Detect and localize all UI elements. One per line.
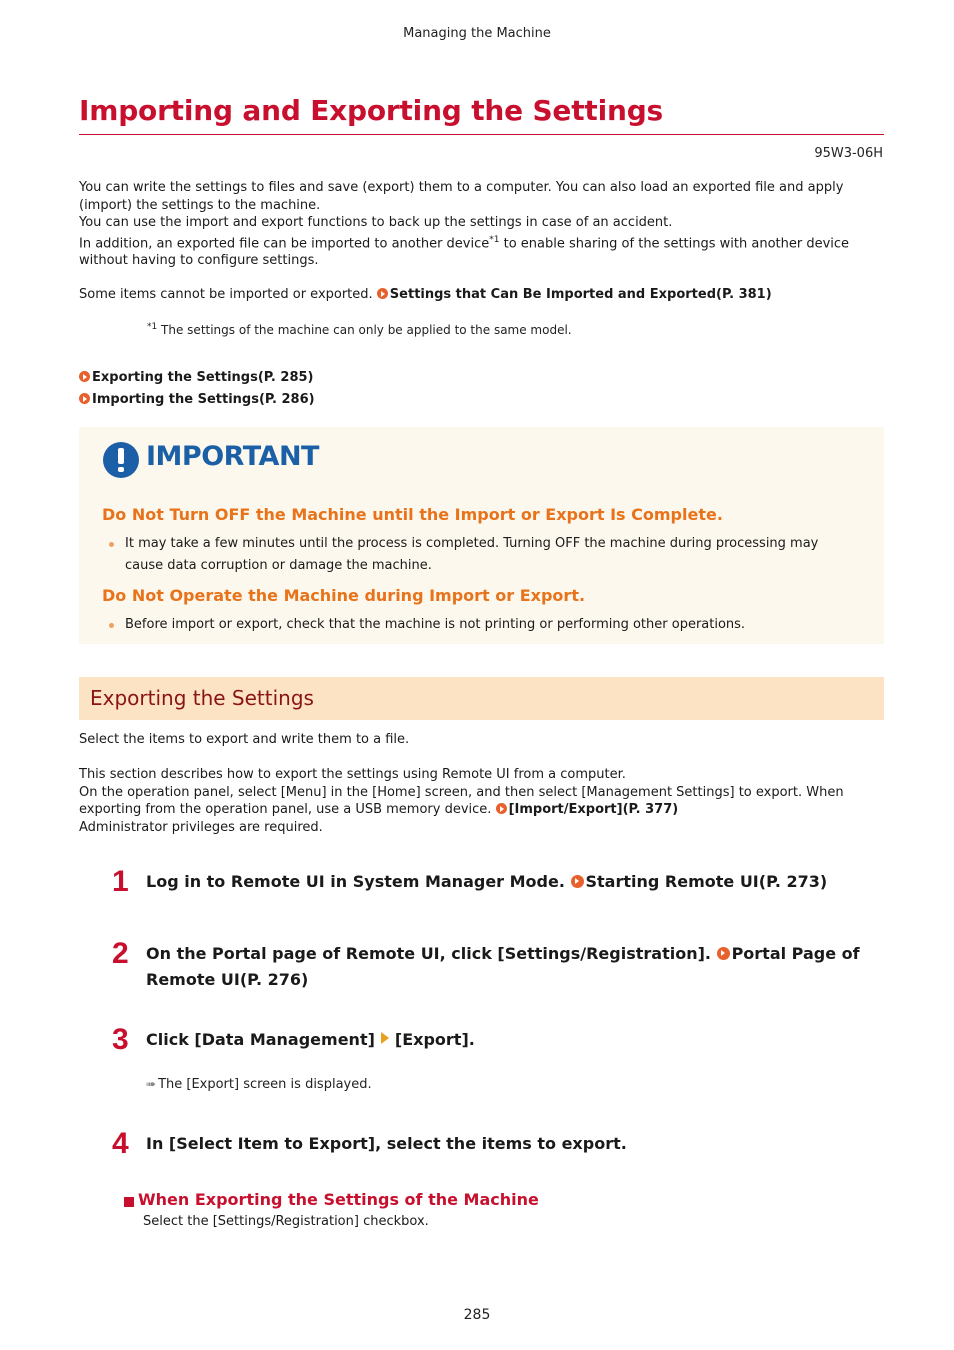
- section-title: Exporting the Settings: [90, 686, 314, 710]
- step-line: [146, 941, 860, 967]
- step-text: [Export].: [394, 1030, 475, 1049]
- description-line: [79, 801, 889, 819]
- intro-line: You can use the import and export functions to back up the settings in case of an accident.: [79, 215, 673, 230]
- note-text: Some items cannot be imported or exported.: [79, 287, 377, 302]
- step-result: [146, 1077, 372, 1092]
- intro-text: to enable sharing of the settings with another device: [499, 235, 850, 251]
- intro-line: (import) the settings to the machine.: [79, 197, 321, 213]
- link-arrow-icon: [496, 803, 507, 814]
- intro-text: In addition, an exported file can be imported to another device: [79, 235, 490, 251]
- step-number: 3: [112, 1023, 129, 1056]
- bullet-icon: [109, 542, 114, 547]
- square-bullet-icon: [124, 1197, 134, 1207]
- title-divider: [79, 134, 884, 135]
- bullet-line: It may take a few minutes until the process is completed. Turning OFF the machine during processing may: [125, 536, 819, 551]
- step-instruction: In [Select Item to Export], select the items to export.: [146, 1134, 627, 1153]
- description-text: exporting from the operation panel, use a USB memory device.: [79, 802, 496, 817]
- link-arrow-icon: [79, 371, 90, 382]
- section-intro: Select the items to export and write them to a file.: [79, 732, 410, 747]
- intro-line: [79, 232, 889, 253]
- link-importable-settings[interactable]: Settings that Can Be Imported and Exported(P. 381): [389, 287, 772, 302]
- description-line: This section describes how to export the settings using Remote UI from a computer.: [79, 767, 626, 782]
- step-number: 2: [112, 937, 129, 970]
- warning-bullet: Before import or export, check that the machine is not printing or performing other operations.: [125, 617, 746, 632]
- subsection-text: Select the [Settings/Registration] checkbox.: [143, 1214, 429, 1229]
- link-importing-settings[interactable]: Importing the Settings(P. 286): [92, 392, 315, 407]
- link-exporting-settings[interactable]: Exporting the Settings(P. 285): [92, 370, 314, 385]
- footnote: [147, 322, 572, 337]
- toc-link-row: [79, 369, 889, 387]
- link-arrow-icon: [377, 288, 388, 299]
- warning-heading: Do Not Turn OFF the Machine until the Import or Export Is Complete.: [102, 505, 723, 524]
- step-number: 1: [112, 865, 129, 898]
- result-text: The [Export] screen is displayed.: [158, 1077, 372, 1092]
- step-text: Log in to Remote UI in System Manager Mode.: [146, 872, 571, 891]
- bullet-icon: [109, 623, 114, 628]
- description-line: Administrator privileges are required.: [79, 819, 323, 835]
- link-arrow-icon: [79, 393, 90, 404]
- bullet-line: cause data corruption or damage the machine.: [125, 558, 432, 573]
- document-code: 95W3-06H: [814, 146, 883, 161]
- description-line: On the operation panel, select [Menu] in the [Home] screen, and then select [Management Settings] to export. When: [79, 784, 844, 800]
- step-instruction: [146, 869, 846, 895]
- link-import-export[interactable]: [Import/Export](P. 377): [508, 802, 679, 817]
- footnote-text: The settings of the machine can only be applied to the same model.: [157, 323, 572, 337]
- triangle-right-icon: [381, 1032, 389, 1044]
- step-instruction: [146, 941, 860, 993]
- section-description: [79, 766, 889, 836]
- intro-line: without having to configure settings.: [79, 253, 319, 269]
- page-number: 285: [463, 1307, 491, 1323]
- warning-bullet: [125, 533, 865, 577]
- result-arrow-icon: ➠: [146, 1077, 157, 1091]
- step-number: 4: [112, 1127, 129, 1160]
- subsection-heading: When Exporting the Settings of the Machine: [138, 1190, 539, 1209]
- intro-paragraph: [79, 179, 889, 270]
- link-arrow-icon: [571, 875, 584, 888]
- footnote-marker: *1: [489, 234, 500, 245]
- page-title: Importing and Exporting the Settings: [79, 94, 664, 127]
- link-portal-page[interactable]: Portal Page of: [731, 944, 860, 963]
- running-header: Managing the Machine: [403, 26, 551, 41]
- intro-line: You can write the settings to files and save (export) them to a computer. You can also load an exported file and apply: [79, 180, 844, 195]
- toc-link-row: [79, 391, 889, 409]
- warning-heading: Do Not Operate the Machine during Import or Export.: [102, 586, 586, 605]
- footnote-mark: *1: [147, 322, 158, 332]
- exclamation-icon: [103, 442, 139, 478]
- important-label: IMPORTANT: [146, 441, 319, 472]
- link-starting-remote-ui[interactable]: Starting Remote UI(P. 273): [585, 872, 828, 891]
- step-text: Click [Data Management]: [146, 1030, 375, 1049]
- step-instruction: [146, 1027, 846, 1053]
- link-portal-page-cont[interactable]: Remote UI(P. 276): [146, 970, 309, 989]
- step-text: On the Portal page of Remote UI, click [Settings/Registration].: [146, 944, 717, 963]
- link-arrow-icon: [717, 947, 730, 960]
- note-paragraph: [79, 286, 889, 304]
